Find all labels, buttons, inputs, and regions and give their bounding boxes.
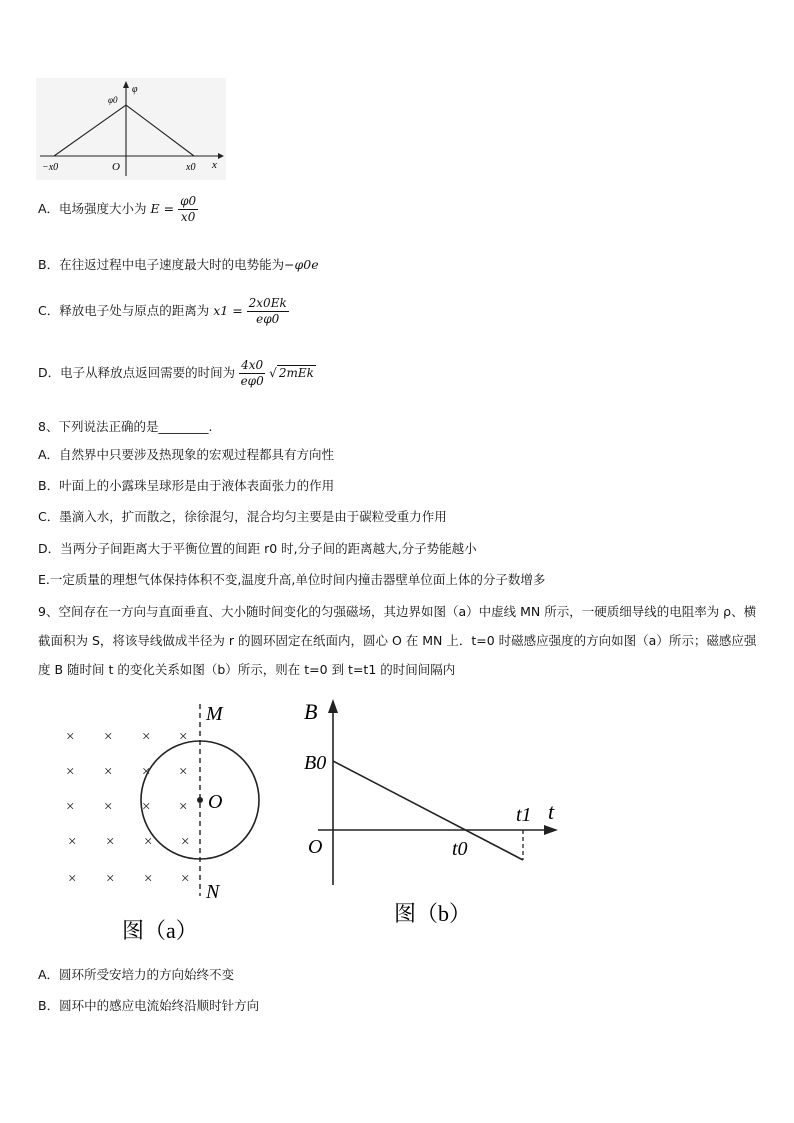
- svg-text:×: ×: [142, 764, 151, 780]
- square-root: √ 2mEk: [269, 366, 314, 380]
- label-t-axis: t: [548, 799, 555, 824]
- label-b-axis: B: [304, 699, 318, 724]
- label-t1: t1: [516, 804, 532, 826]
- x-axis-label: x: [212, 159, 217, 171]
- fraction: $\frac{\varphi 0}{x0}$: [180, 194, 197, 224]
- svg-text:×: ×: [144, 834, 153, 850]
- q8-option-e: E.一定质量的理想气体保持体积不变,温度升高,单位时间内撞击器壁单位面上体的分子数增多: [38, 572, 546, 587]
- svg-text:×: ×: [68, 871, 77, 887]
- q7-option-b: B．在往返过程中电子速度最大时的电势能为−φ0e: [38, 257, 319, 272]
- svg-text:×: ×: [142, 799, 151, 815]
- label-o: O: [208, 791, 223, 813]
- svg-text:×: ×: [104, 799, 113, 815]
- svg-text:×: ×: [106, 834, 115, 850]
- svg-text:×: ×: [142, 729, 151, 745]
- q9-option-b: B．圆环中的感应电流始终沿顺时针方向: [38, 998, 260, 1013]
- q8-option-c: C．墨滴入水，扩而散之，徐徐混匀，混合均匀主要是由于碳粒受重力作用: [38, 509, 447, 524]
- caption-a: 图（a）: [122, 918, 198, 943]
- svg-text:×: ×: [179, 764, 188, 780]
- neg-x0-label: −x0: [42, 162, 59, 173]
- label-n: N: [206, 881, 220, 903]
- fraction: $\frac{2x0Ek}{e\varphi 0}$: [248, 296, 287, 326]
- svg-text:×: ×: [66, 729, 75, 745]
- q7-option-c: C．释放电子处与原点的距离为 x1 = $\frac{2x0Ek}{e\varphi 0}$: [38, 296, 287, 326]
- svg-text:×: ×: [106, 871, 115, 887]
- svg-text:×: ×: [181, 834, 190, 850]
- phi0-label: φ0: [108, 95, 118, 105]
- label-origin: O: [308, 836, 323, 858]
- label-t0: t0: [452, 838, 468, 860]
- svg-text:×: ×: [66, 764, 75, 780]
- q9-option-a: A．圆环所受安培力的方向始终不变: [38, 967, 235, 982]
- q7-option-a: A．电场强度大小为 E = $\frac{\varphi 0}{x0}$: [38, 194, 197, 224]
- svg-text:×: ×: [104, 729, 113, 745]
- q7-option-d: D．电子从释放点返回需要的时间为 $\frac{4x0}{e\varphi 0}$ √ 2mEk: [38, 358, 314, 388]
- svg-text:×: ×: [68, 834, 77, 850]
- svg-text:×: ×: [66, 799, 75, 815]
- potential-graph: [36, 78, 226, 180]
- q8-stem: 8、下列说法正确的是________.: [38, 419, 213, 434]
- q8-option-a: A．自然界中只要涉及热现象的宏观过程都具有方向性: [38, 447, 335, 462]
- q8-option-d: D．当两分子间距离大于平衡位置的间距 r0 时,分子间的距离越大,分子势能越小: [38, 541, 477, 556]
- phi-axis-label: φ: [132, 84, 138, 95]
- caption-b: 图（b）: [394, 901, 472, 926]
- origin-label: O: [112, 161, 120, 173]
- figure-a: [58, 700, 278, 950]
- fraction: $\frac{4x0}{e\varphi 0}$: [240, 358, 264, 388]
- svg-text:×: ×: [144, 871, 153, 887]
- svg-text:×: ×: [104, 764, 113, 780]
- q8-option-b: B．叶面上的小露珠呈球形是由于液体表面张力的作用: [38, 478, 335, 493]
- svg-text:×: ×: [179, 729, 188, 745]
- label-m: M: [206, 703, 223, 725]
- magnetic-field-crosses: [66, 729, 189, 887]
- label-b0: B0: [304, 752, 327, 774]
- x0-label: x0: [186, 162, 196, 173]
- figure-b: [298, 695, 568, 935]
- q9-stem: 9、空间存在一方向与直面垂直、大小随时间变化的匀强磁场，其边界如图（a）中虚线 MN 所示，一硬质细导线的电阻率为 ρ、横截面积为 S，将该导线做成半径为 r 的圆环固定在纸面内，圆心 O 在 MN 上．t=0 时磁感应强度的方向如图（a）所示；磁感应强度 B 随时间 t 的变化关系如图（b）所示，则在 t=0 到 t=t1 的时间间隔内: [38, 604, 757, 677]
- svg-text:×: ×: [179, 799, 188, 815]
- svg-text:×: ×: [181, 871, 190, 887]
